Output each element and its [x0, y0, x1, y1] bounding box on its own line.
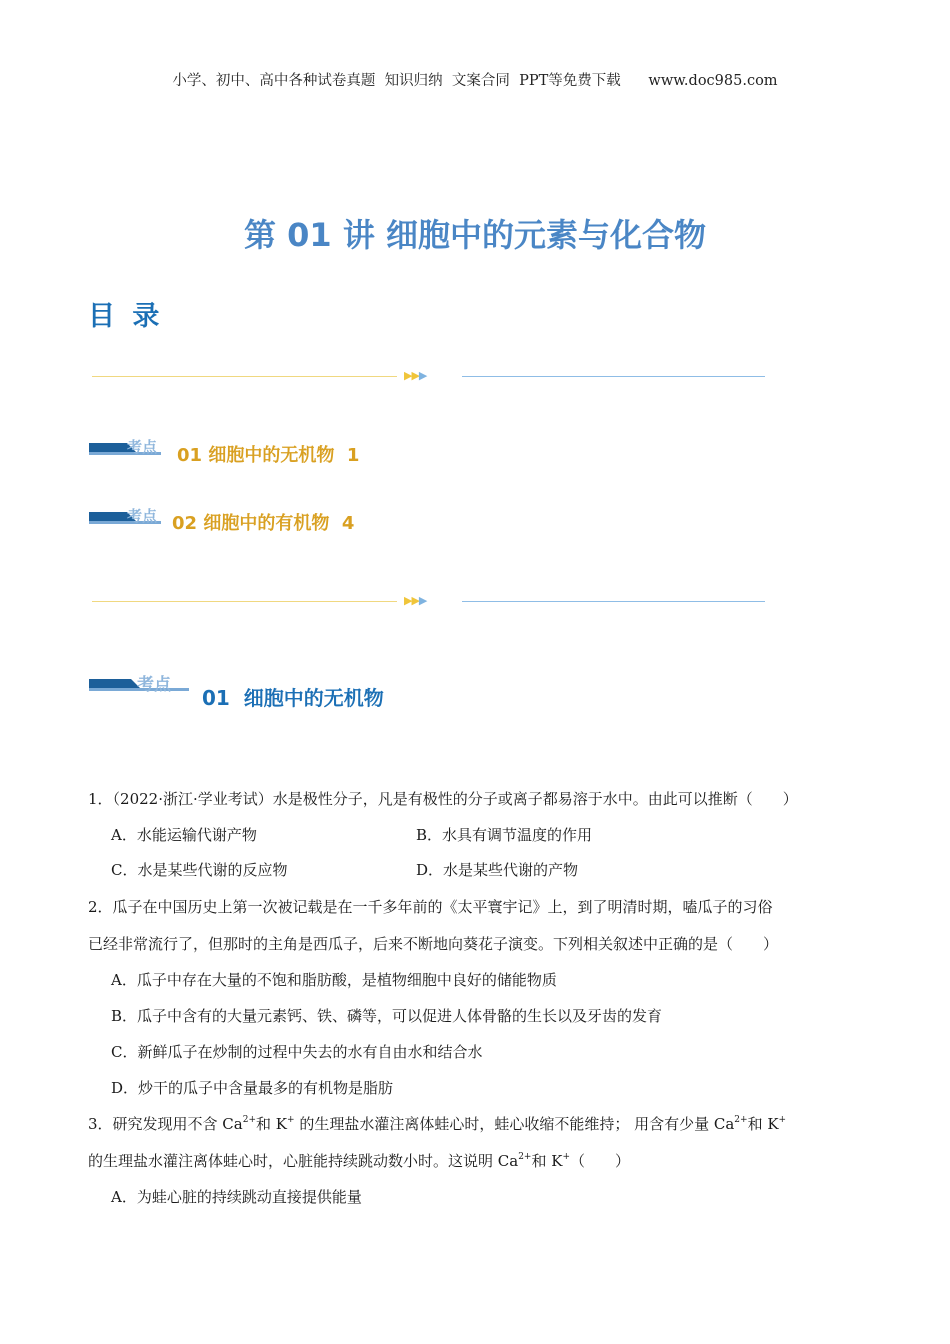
toc-heading: 目 录: [88, 301, 164, 332]
kaodian-badge: 考点: [89, 506, 161, 528]
question-3-stem-line1: 3．研究发现用不含 $Ca^{2+}$和 K+ 的生理盐水灌注离体蛙心时，蛙心收缩不能维持； 用含有少量 $Ca^{2+}$和 K+: [88, 1115, 787, 1133]
q2-option-b: B．瓜子中含有的大量元素钙、铁、磷等，可以促进人体骨骼的生长以及牙齿的发育: [111, 1007, 663, 1025]
q3-option-a: A．为蛙心脏的持续跳动直接提供能量: [111, 1188, 362, 1206]
q2-option-d: D．炒干的瓜子中含量最多的有机物是脂肪: [111, 1079, 394, 1097]
section-badge: 考点: [89, 673, 189, 695]
q1-option-b: B．水具有调节温度的作用: [416, 826, 593, 844]
divider-bottom: ▶▶▶: [92, 596, 765, 608]
question-2-stem-line2: 已经非常流行了，但那时的主角是西瓜子，后来不断地向葵花子演变。下列相关叙述中正确的是（ ）: [88, 935, 779, 953]
question-2-stem-line1: 2．瓜子在中国历史上第一次被记载是在一千多年前的《太平寰宇记》上，到了明清时期，嗑瓜子的习俗: [88, 898, 773, 916]
page-header: 小学、初中、高中各种试卷真题 知识归纳 文案合同 PPT等免费下载 www.doc985.com: [172, 73, 778, 89]
page-title: 第 01 讲 细胞中的元素与化合物: [244, 216, 706, 254]
kaodian-badge: 考点: [89, 437, 161, 459]
q1-option-a: A．水能运输代谢产物: [111, 826, 257, 844]
toc-item-2[interactable]: 02 细胞中的有机物 4: [172, 513, 355, 534]
question-1-stem: 1．（2022·浙江·学业考试）水是极性分子，凡是有极性的分子或离子都易溶于水中。由此可以推断（ ）: [88, 790, 798, 808]
q2-option-a: A．瓜子中存在大量的不饱和脂肪酸，是植物细胞中良好的储能物质: [111, 971, 557, 989]
toc-item-1[interactable]: 01 细胞中的无机物 1: [177, 445, 360, 466]
divider-top: ▶▶▶: [92, 371, 765, 383]
question-3-stem-line2: 的生理盐水灌注离体蛙心时，心脏能持续跳动数小时。这说明 $Ca^{2+}$和 K+（ ）: [88, 1152, 631, 1170]
q1-option-c: C．水是某些代谢的反应物: [111, 861, 288, 879]
q1-option-d: D．水是某些代谢的产物: [416, 861, 579, 879]
section-title: 01 细胞中的无机物: [202, 686, 384, 710]
q2-option-c: C．新鲜瓜子在炒制的过程中失去的水有自由水和结合水: [111, 1043, 483, 1061]
